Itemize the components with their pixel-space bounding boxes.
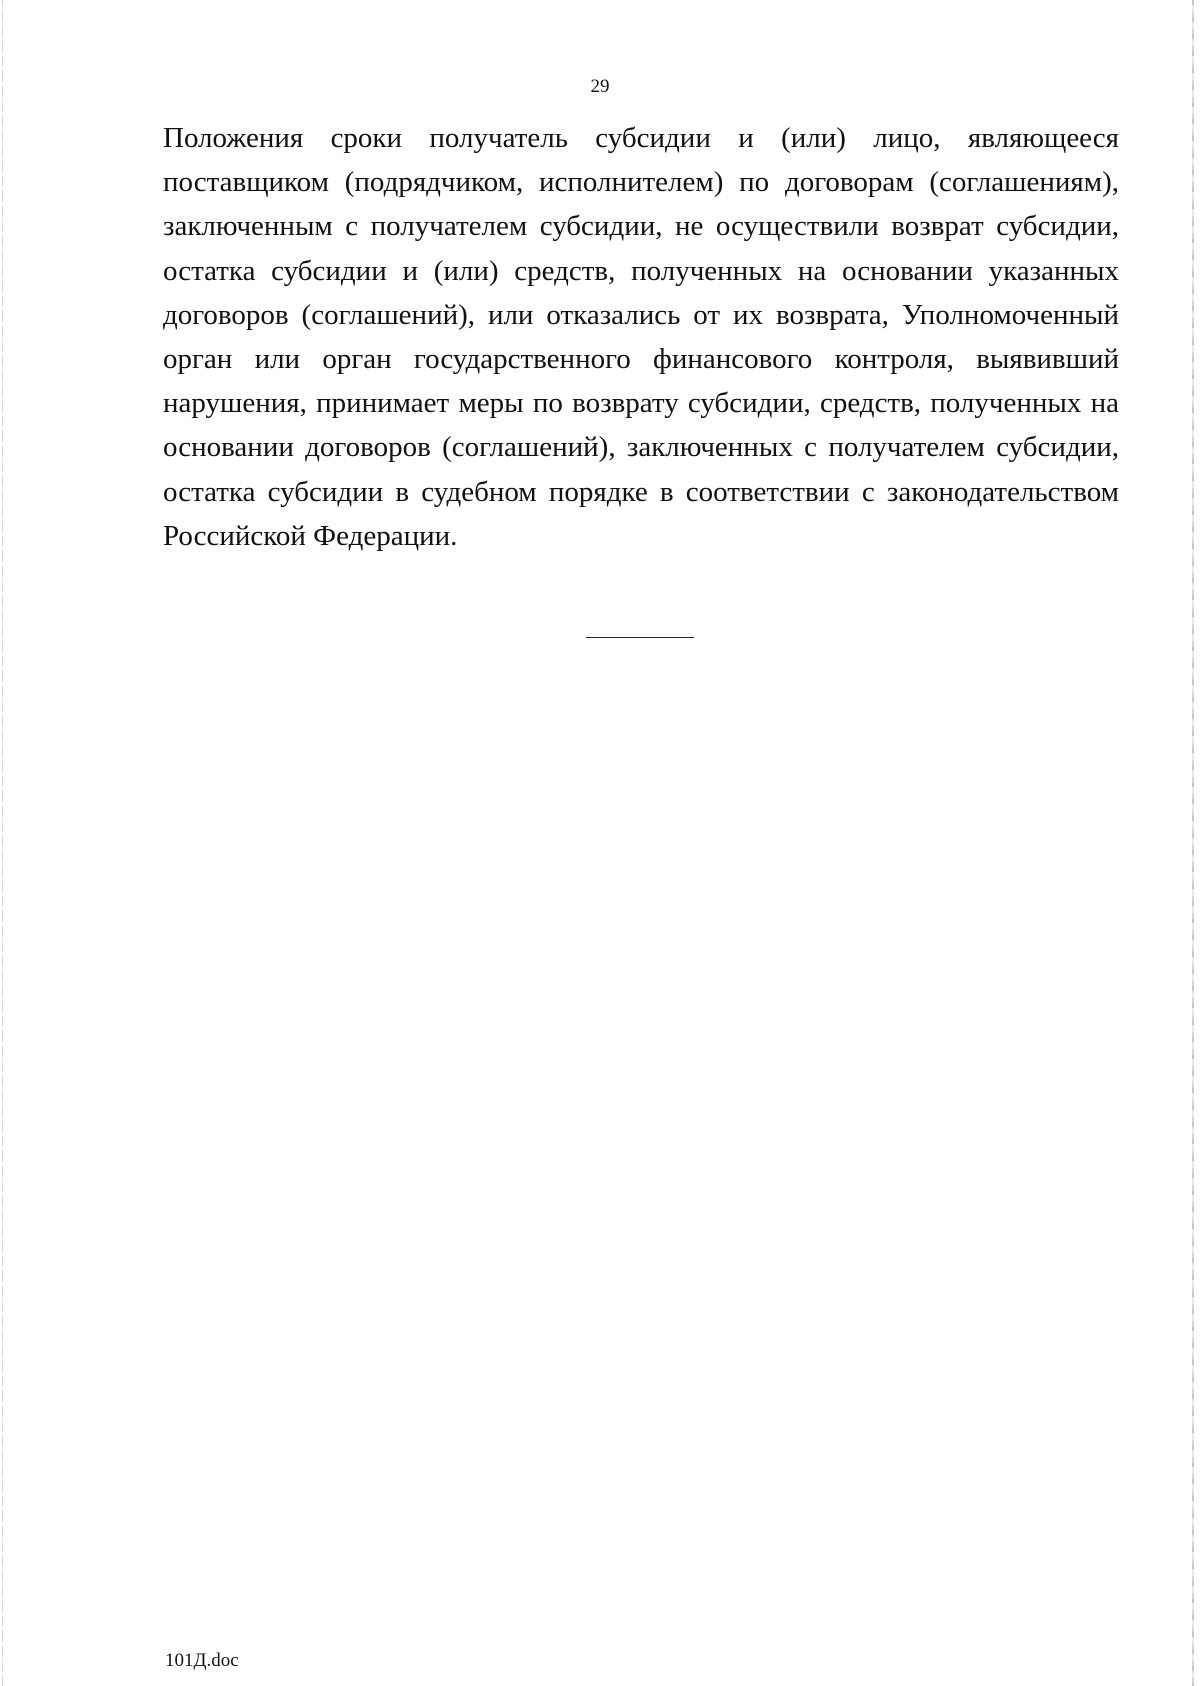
page-number: 29	[590, 76, 610, 97]
scan-edge-right	[1192, 0, 1194, 1686]
footer-filename: 101Д.doc	[165, 1650, 239, 1671]
scan-edge-left	[2, 0, 3, 1686]
body-paragraph: Положения сроки получатель субсидии и (или) лицо, являющееся поставщиком (подрядчиком, исполнителем) по договорам (соглашениям), заключенным с получателем субсидии, не осуществили возврат субсидии, остатка субсидии и (или) средств, полученных на основании указанных договоров (соглашений), или отказались от их возврата, Уполномоченный орган или орган государственного финансового контроля, выявивший нарушения, принимает меры по возврату субсидии, средств, полученных на основании договоров (соглашений), заключенных с получателем субсидии, остатка субсидии в судебном порядке в соответствии с законодательством Российской Федерации.	[163, 122, 1119, 552]
end-divider-line	[586, 637, 694, 638]
